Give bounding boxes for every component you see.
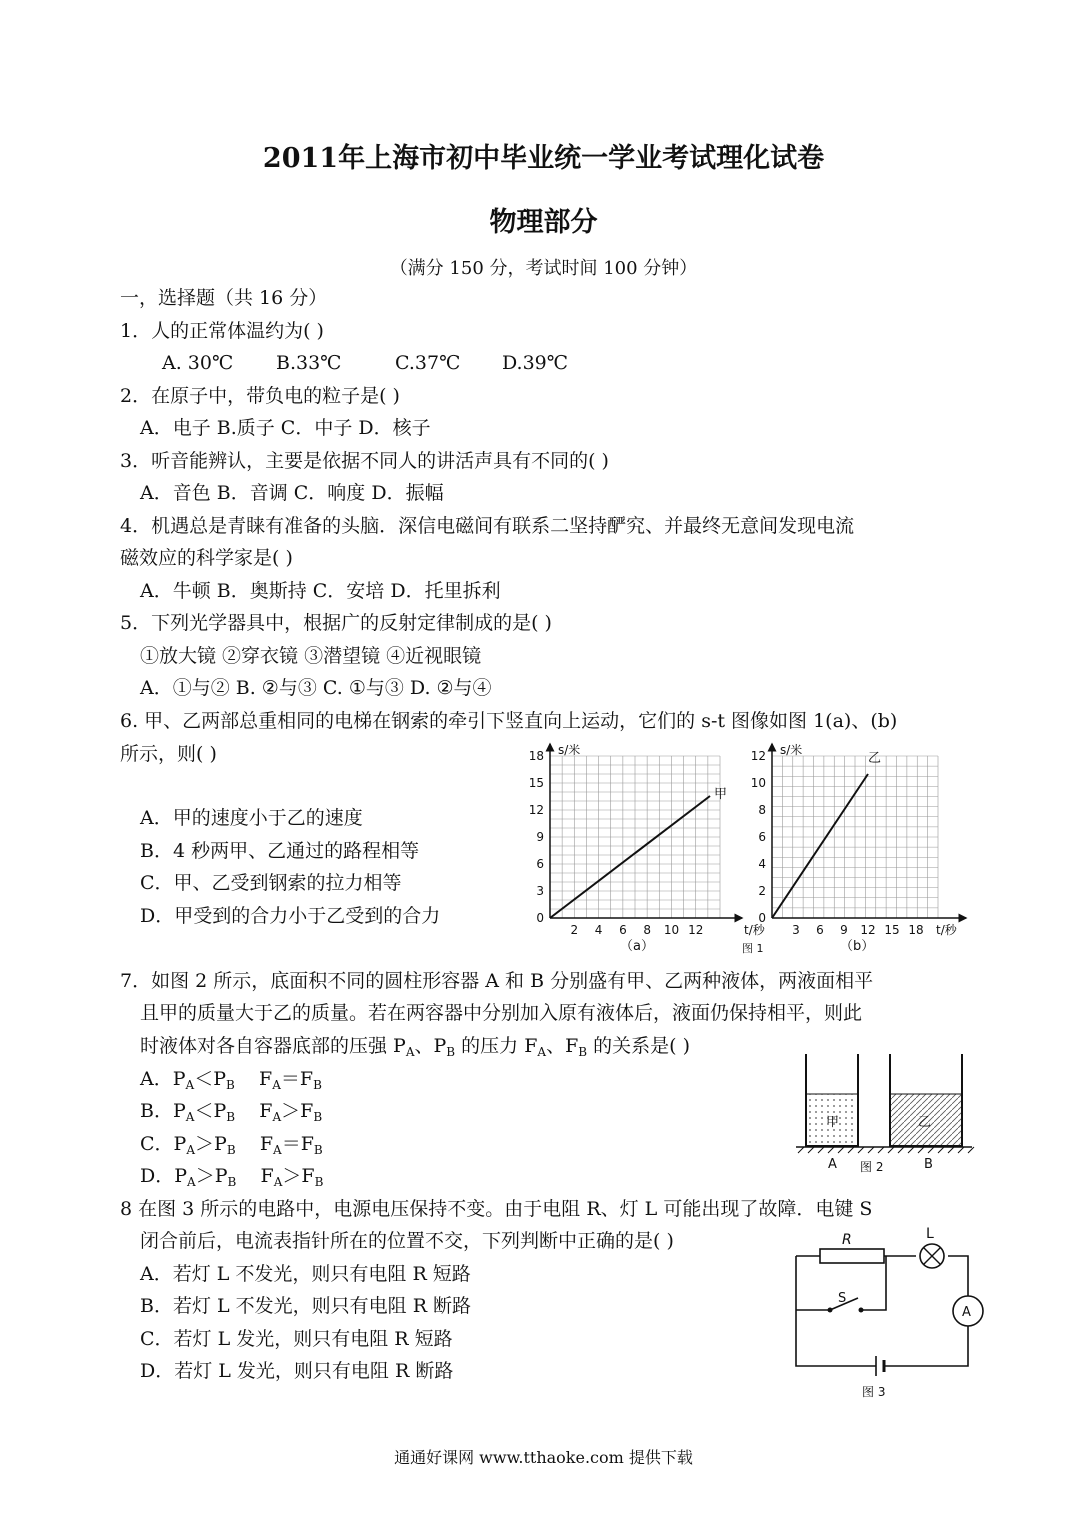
graph-b-ticks: [751, 749, 924, 937]
section-heading: 一，选择题（共 16 分）: [120, 287, 328, 309]
q1-option-d: D.39℃: [502, 352, 569, 374]
q1-option-c: C.37℃: [395, 352, 461, 374]
q5-stem: 5．下列光学器具中，根据广的反射定律制成的是( ): [120, 612, 552, 634]
q6-stem-1: 6. 甲、乙两部总重相同的电梯在钢索的牵引下竖直向上运动，它们的 s-t 图像如图 1(a)、(b): [120, 710, 898, 732]
figure-1-caption: 图 1: [742, 942, 764, 955]
figure-2: [790, 1050, 975, 1175]
graph-a-xtick-label: 4: [594, 923, 603, 937]
q3-stem: 3．听音能辨认，主要是依据不同人的讲活声具有不同的( ): [120, 450, 609, 472]
q5-options: A．①与② B. ②与③ C. ①与③ D. ②与④: [140, 677, 492, 699]
graph-a-xlabel: t/秒: [744, 923, 765, 937]
graph-a-ytick-label: 9: [536, 830, 544, 844]
liquid-b-label: 乙: [918, 1115, 932, 1130]
q7-stem-3: 时液体对各自容器底部的压强 $P_A$、$P_B$ 的压力 $F_A$、$F_B$ 的关系是( ): [140, 1035, 690, 1059]
graph-b-panel-label: （b）: [840, 939, 875, 954]
q8-stem-2: 闭合前后，电流表指针所在的位置不交，下列判断中正确的是( ): [140, 1230, 674, 1252]
q7-option-a: A．$P_A<P_B$ $F_A=F_B$: [140, 1068, 322, 1092]
graph-a-ytick-label: 12: [528, 803, 544, 817]
graph-b-line-yi: [772, 774, 868, 918]
graph-a-xtick-label: 2: [570, 923, 579, 937]
figure-3-caption: 图 3: [862, 1385, 886, 1399]
q6-option-b: B．4 秒两甲、乙通过的路程相等: [140, 840, 420, 862]
graph-a-ytick-label: 18: [528, 749, 544, 763]
q7-stem-2: 且甲的质量大于乙的质量。若在两容器中分别加入原有液体后，液面仍保持相平，则此: [140, 1002, 863, 1024]
q1-option-a: A. 30℃: [162, 352, 234, 374]
graph-a-ytick-label: 0: [536, 911, 544, 925]
graph-a-ytick-label: 6: [536, 857, 544, 871]
graph-a-xtick-label: 10: [663, 923, 680, 937]
graph-b-xtick-label: 18: [908, 923, 924, 937]
graph-a-ylabel: s/米: [558, 743, 581, 757]
q2-options: A．电子 B.质子 C．中子 D．核子: [140, 417, 431, 439]
switch-label: S: [838, 1291, 847, 1306]
q8-stem-1: 8 在图 3 所示的电路中，电源电压保持不变。由于电阻 R、灯 L 可能出现了故障．电键 S: [120, 1198, 873, 1220]
q6-option-a: A．甲的速度小于乙的速度: [140, 807, 363, 829]
graph-b-xtick-label: 12: [860, 923, 876, 937]
q7-stem-1: 7．如图 2 所示，底面积不同的圆柱形容器 A 和 B 分别盛有甲、乙两种液体，两液面相平: [120, 970, 874, 992]
resistor-r: [820, 1249, 884, 1263]
q6-option-d: D．甲受到的合力小于乙受到的合力: [140, 905, 441, 927]
graph-b-xtick-label: 15: [884, 923, 900, 937]
graph-b-grid: [772, 756, 938, 918]
graph-b-ytick-label: 2: [758, 884, 766, 898]
q5-items: ①放大镜 ②穿衣镜 ③潜望镜 ④近视眼镜: [140, 645, 482, 667]
liquid-a-label: 甲: [826, 1115, 840, 1130]
figure-3: [788, 1224, 988, 1404]
graph-a-grid: [550, 756, 720, 918]
graph-b-xtick-label: 9: [840, 923, 848, 937]
exam-note: （满分 150 分，考试时间 100 分钟）: [389, 258, 698, 279]
exam-title: 2011年上海市初中毕业统一学业考试理化试卷: [262, 143, 825, 174]
q4-stem-1: 4．机遇总是青睐有准备的头脑．深信电磁间有联系二坚持酽究、并最终无意间发现电流: [120, 515, 855, 537]
footer: 通通好课网 www.tthaoke.com 提供下载: [394, 1448, 693, 1467]
exam-subtitle: 物理部分: [489, 207, 598, 238]
figure-1: [520, 736, 970, 958]
q7-option-b: B．$P_A<P_B$ $F_A>F_B$: [140, 1100, 323, 1124]
q8-option-d: D．若灯 L 发光，则只有电阻 R 断路: [140, 1360, 454, 1382]
graph-a-xtick-label: 6: [619, 923, 627, 937]
resistor-label: R: [842, 1232, 852, 1248]
graph-a-panel-label: （a）: [620, 939, 654, 954]
q8-option-c: C．若灯 L 发光，则只有电阻 R 短路: [140, 1328, 453, 1350]
figure-2-caption: 图 2: [860, 1160, 884, 1174]
graph-a-xtick-label: 8: [643, 923, 652, 937]
q7-option-c: C．$P_A>P_B$ $F_A=F_B$: [140, 1133, 323, 1157]
graph-b-ytick-label: 0: [758, 911, 766, 925]
q1-option-b: B.33℃: [276, 352, 342, 374]
graph-b-ytick-label: 4: [758, 857, 766, 871]
container-b-label: B: [924, 1157, 933, 1172]
container-a-label: A: [828, 1157, 837, 1172]
graph-b-xtick-label: 6: [816, 923, 824, 937]
circuit-wires: [796, 1256, 968, 1366]
graph-b-ytick-label: 6: [758, 830, 766, 844]
ground-hatch: [798, 1147, 974, 1153]
graph-a-ytick-label: 3: [536, 884, 544, 898]
q4-stem-2: 磁效应的科学家是( ): [120, 547, 293, 569]
graph-b-line-label: 乙: [868, 751, 882, 766]
graph-a-xtick-label: 12: [688, 923, 704, 937]
q3-options: A．音色 B．音调 C．响度 D．振幅: [140, 482, 444, 504]
graph-b-ytick-label: 8: [758, 803, 766, 817]
q2-stem: 2．在原子中，带负电的粒子是( ): [120, 385, 400, 407]
q7-option-d: D．$P_A>P_B$ $F_A>F_B$: [140, 1165, 324, 1189]
q8-option-a: A．若灯 L 不发光，则只有电阻 R 短路: [140, 1263, 471, 1285]
graph-b-xlabel: t/秒: [936, 923, 957, 937]
q1-stem: 1．人的正常体温约为( ): [120, 320, 324, 342]
ammeter-label: A: [962, 1305, 971, 1320]
q6-stem-2: 所示，则( ): [120, 743, 217, 765]
q8-option-b: B．若灯 L 不发光，则只有电阻 R 断路: [140, 1295, 472, 1317]
graph-b-ylabel: s/米: [780, 743, 803, 757]
graph-a-line-label: 甲: [714, 787, 728, 802]
q4-options: A．牛顿 B．奥斯持 C．安培 D．托里拆利: [140, 580, 501, 602]
graph-a-ytick-label: 15: [528, 776, 544, 790]
q6-option-c: C．甲、乙受到钢索的拉力相等: [140, 872, 402, 894]
lamp-label: L: [926, 1226, 934, 1242]
graph-b-ytick-label: 12: [750, 749, 766, 763]
graph-b-ytick-label: 10: [750, 776, 766, 790]
graph-b-xtick-label: 3: [792, 923, 800, 937]
